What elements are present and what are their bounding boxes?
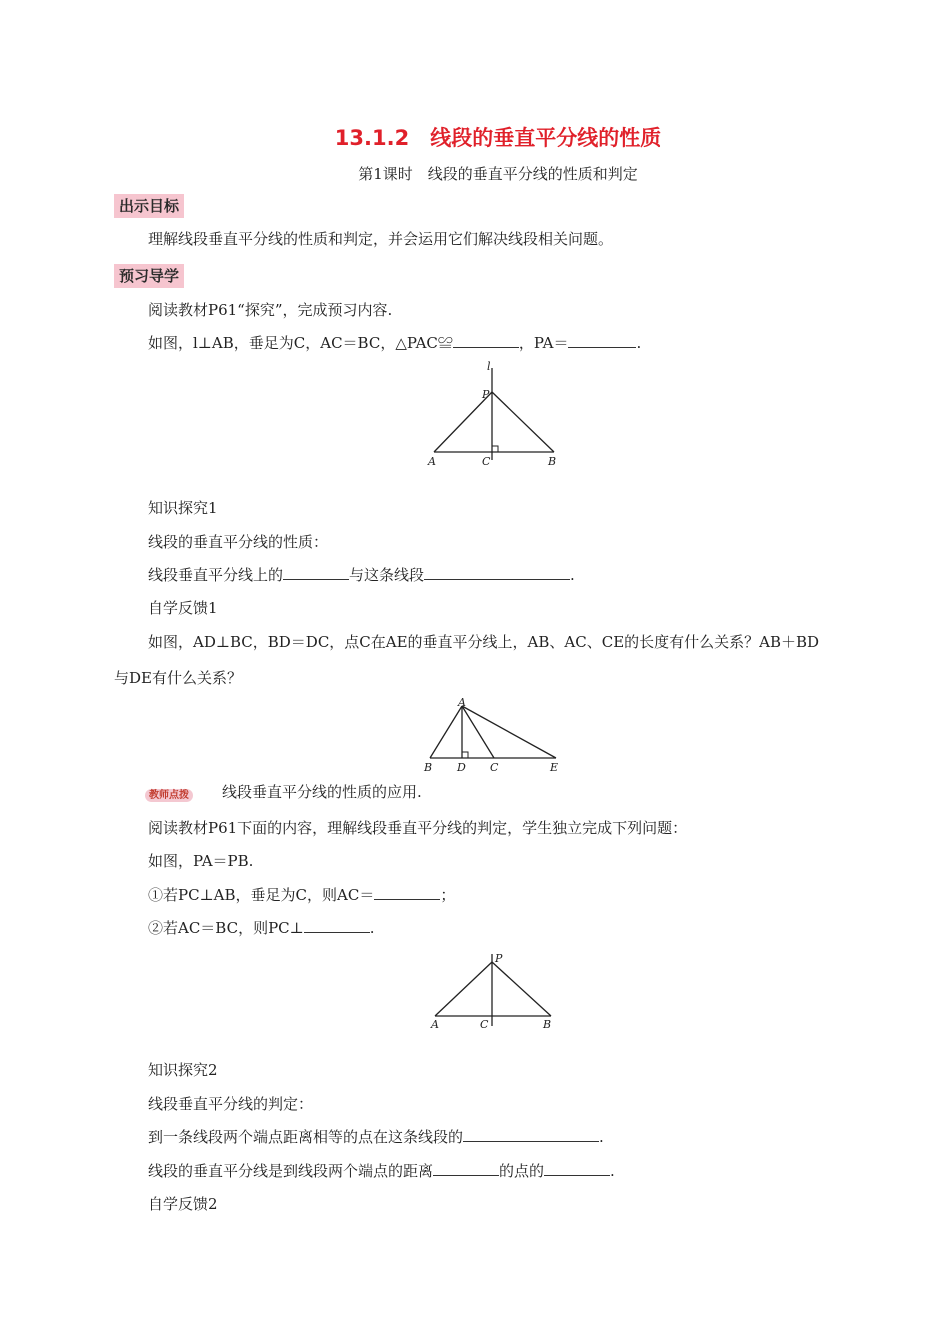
- judgement-question-1-a: ①若PC⊥AB，垂足为C，则AC＝: [148, 886, 375, 904]
- fig2-label-c: C: [490, 761, 499, 774]
- teacher-tip-badge: 教师点拨: [145, 789, 193, 802]
- fig1-label-c: C: [482, 455, 491, 468]
- fig1-label-b: B: [548, 455, 557, 468]
- goal-text: 理解线段垂直平分线的性质和判定，并会运用它们解决线段相关问题。: [148, 230, 614, 248]
- explore2-line-3-a: 线段的垂直平分线是到线段两个端点的距离: [148, 1162, 434, 1180]
- explore2-line-3-c: .: [610, 1162, 615, 1180]
- fig2-right-angle-mark: [462, 752, 468, 758]
- fig1-label-p: P: [482, 388, 490, 401]
- explore2-line-3: [148, 1161, 615, 1181]
- fig3-label-p: P: [495, 952, 503, 965]
- fig3-segment-pb: [492, 962, 551, 1016]
- feedback1-line-1: 如图，AD⊥BC，BD＝DC，点C在AE的垂直平分线上，AB、AC、CE的长度有什么关系？AB＋BD: [148, 633, 820, 651]
- blank-set[interactable]: [544, 1161, 610, 1176]
- teacher-tip-text: 线段垂直平分线的性质的应用.: [222, 783, 422, 801]
- preview-line-2-b: ，PA＝: [518, 334, 569, 352]
- judgement-question-1-b: ；: [440, 886, 456, 904]
- preview-line-2-a: 如图，l⊥AB，垂足为C，AC＝BC，△PAC≌: [148, 334, 453, 352]
- judgement-question-2: [148, 918, 375, 938]
- fig3-label-a: A: [431, 1018, 439, 1031]
- preview-line-2-c: .: [636, 334, 642, 352]
- fig1-segment-pb: [492, 392, 554, 452]
- fig1-label-l: l: [487, 360, 491, 373]
- explore2-line-2-a: 到一条线段两个端点距离相等的点在这条线段的: [148, 1128, 464, 1146]
- explore2-heading: 知识探究2: [148, 1061, 218, 1079]
- fig1-segment-pa: [434, 392, 492, 452]
- blank-equal-distance[interactable]: [424, 565, 570, 580]
- fig2-segment-ae: [462, 706, 556, 758]
- blank-equal[interactable]: [433, 1161, 499, 1176]
- feedback1-line-2: 与DE有什么关系？: [114, 669, 242, 687]
- explore1-line-2-a: 线段垂直平分线上的: [148, 566, 284, 584]
- blank-congruent-triangle[interactable]: [453, 333, 519, 348]
- fig1-label-a: A: [428, 455, 436, 468]
- preview-line-2: [148, 333, 641, 353]
- explore1-line-2-b: 与这条线段: [349, 566, 425, 584]
- blank-pa[interactable]: [568, 333, 636, 348]
- judgement-question-1: [148, 885, 455, 905]
- explore1-line-1: 线段的垂直平分线的性质：: [148, 533, 329, 551]
- figure-1: [420, 360, 570, 472]
- fig2-label-d: D: [457, 761, 466, 774]
- lesson-subtitle: 第1课时 线段的垂直平分线的性质和判定: [358, 165, 638, 183]
- figure-3: [425, 948, 565, 1032]
- teacher-tip: [145, 783, 193, 803]
- blank-ac[interactable]: [374, 885, 440, 900]
- goal-tag: 出示目标: [114, 194, 184, 218]
- page-title: 13.1.2 线段的垂直平分线的性质: [334, 126, 662, 150]
- judgement-line-1: 阅读教材P61下面的内容，理解线段垂直平分线的判定，学生独立完成下列问题：: [148, 819, 688, 837]
- feedback2-heading: 自学反馈2: [148, 1195, 218, 1213]
- explore2-line-2: [148, 1127, 604, 1147]
- fig2-label-b: B: [424, 761, 433, 774]
- preview-tag: 预习导学: [114, 264, 184, 288]
- figure-2: [418, 694, 568, 776]
- explore1-line-2: [148, 565, 575, 585]
- blank-pc-perpendicular[interactable]: [304, 918, 370, 933]
- preview-line-1: 阅读教材P61“探究”，完成预习内容.: [148, 301, 393, 319]
- fig2-segment-ab: [430, 706, 462, 758]
- fig2-label-a: A: [458, 696, 466, 709]
- fig3-label-c: C: [480, 1018, 489, 1031]
- fig1-right-angle-mark: [492, 446, 498, 452]
- fig3-label-b: B: [543, 1018, 552, 1031]
- judgement-line-2: 如图，PA＝PB.: [148, 852, 254, 870]
- fig2-label-e: E: [550, 761, 559, 774]
- blank-point[interactable]: [283, 565, 349, 580]
- blank-perpendicular-bisector[interactable]: [463, 1127, 599, 1142]
- feedback1-heading: 自学反馈1: [148, 599, 218, 617]
- fig2-segment-ac: [462, 706, 494, 758]
- fig3-segment-pa: [435, 962, 492, 1016]
- judgement-question-2-a: ②若AC＝BC，则PC⊥: [148, 919, 304, 937]
- explore2-line-1: 线段垂直平分线的判定：: [148, 1095, 314, 1113]
- judgement-question-2-b: .: [369, 919, 375, 937]
- explore1-line-2-c: .: [570, 566, 575, 584]
- explore2-line-2-b: .: [599, 1128, 604, 1146]
- explore2-line-3-b: 的点的: [499, 1162, 545, 1180]
- explore1-heading: 知识探究1: [148, 499, 218, 517]
